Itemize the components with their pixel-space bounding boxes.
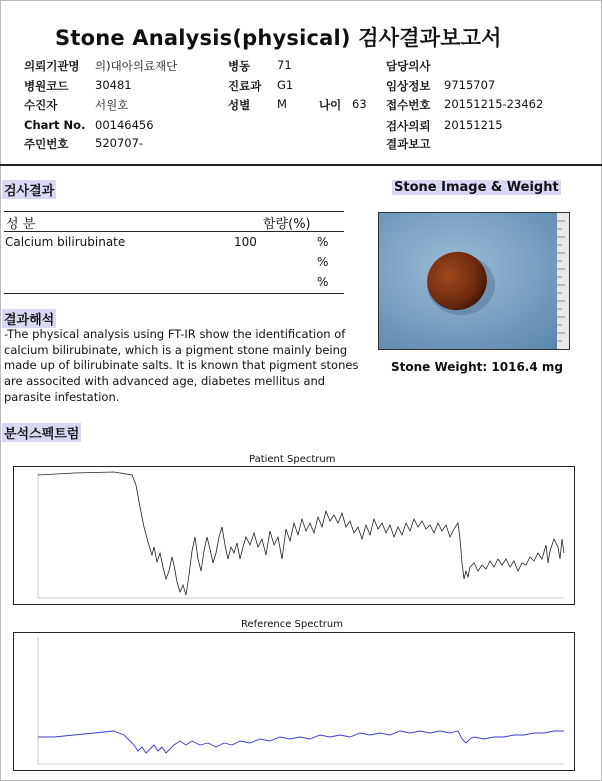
- patient-spectrum-title: Patient Spectrum: [249, 454, 336, 465]
- label-hospital-code: 병원코드: [24, 79, 69, 93]
- label-chart-no: Chart No.: [24, 118, 86, 132]
- label-patient: 수진자: [24, 98, 58, 112]
- table-header-line: [4, 231, 344, 232]
- value-patient: 서원호: [95, 98, 129, 112]
- label-result-report: 결과보고: [386, 137, 431, 151]
- reference-spectrum-plot: [13, 632, 575, 771]
- result-row-3-unit: %: [317, 275, 329, 289]
- stone-photo-image: [379, 213, 569, 349]
- spectrum-heading: 분석스펙트럼: [2, 423, 81, 442]
- value-age: 63: [352, 97, 367, 111]
- table-top-line: [4, 211, 344, 212]
- reference-spectrum-title: Reference Spectrum: [241, 619, 343, 630]
- label-test-request: 검사의뢰: [386, 119, 431, 133]
- reference-spectrum-graph: [14, 633, 574, 770]
- table-bottom-line: [4, 293, 344, 294]
- value-clinical-info: 9715707: [444, 78, 496, 92]
- label-clinical-info: 임상정보: [386, 79, 431, 93]
- patient-spectrum-graph: [14, 467, 574, 604]
- value-test-request: 20151215: [444, 118, 503, 132]
- value-requesting-institution: 의)대아의료재단: [95, 59, 178, 73]
- stone-photo: [378, 212, 570, 350]
- stone-weight: Stone Weight: 1016.4 mg: [391, 360, 563, 374]
- label-requesting-institution: 의뢰기관명: [24, 59, 80, 73]
- label-ward: 병동: [228, 59, 251, 73]
- value-ward: 71: [277, 58, 292, 72]
- result-row-1-unit: %: [317, 235, 329, 249]
- interpretation-heading: 결과해석: [2, 309, 56, 328]
- column-component: 성 분: [6, 217, 36, 232]
- value-department: G1: [277, 78, 294, 92]
- interpretation-text: -The physical analysis using FT-IR show the identification of calcium bilirubinate, which is a pigment stone mainly being made up of bilirubinate salts. It is known that pigment stones are associted with advanced age, diabetes mellitus and parasite infestation.: [4, 327, 359, 404]
- column-content: 함량(%): [263, 217, 311, 232]
- result-row-2-unit: %: [317, 255, 329, 269]
- label-age: 나이: [319, 98, 342, 112]
- result-row-1-name: Calcium bilirubinate: [5, 235, 126, 249]
- header-divider: [0, 164, 602, 166]
- label-sex: 성별: [228, 98, 251, 112]
- value-accession-number: 20151215-23462: [444, 97, 544, 111]
- value-chart-no: 00146456: [95, 118, 154, 132]
- image-heading: Stone Image & Weight: [394, 180, 559, 195]
- label-resident-number: 주민번호: [24, 137, 69, 151]
- result-heading: 검사결과: [2, 180, 56, 199]
- label-department: 진료과: [228, 79, 262, 93]
- label-accession-number: 접수번호: [386, 98, 431, 112]
- value-hospital-code: 30481: [95, 78, 132, 92]
- label-physician: 담당의사: [386, 59, 431, 73]
- report-title: Stone Analysis(physical) 검사결과보고서: [55, 26, 502, 50]
- value-resident-number: 520707-: [95, 136, 144, 150]
- value-sex: M: [277, 97, 287, 111]
- patient-spectrum-plot: [13, 466, 575, 605]
- result-row-1-value: 100: [234, 235, 257, 249]
